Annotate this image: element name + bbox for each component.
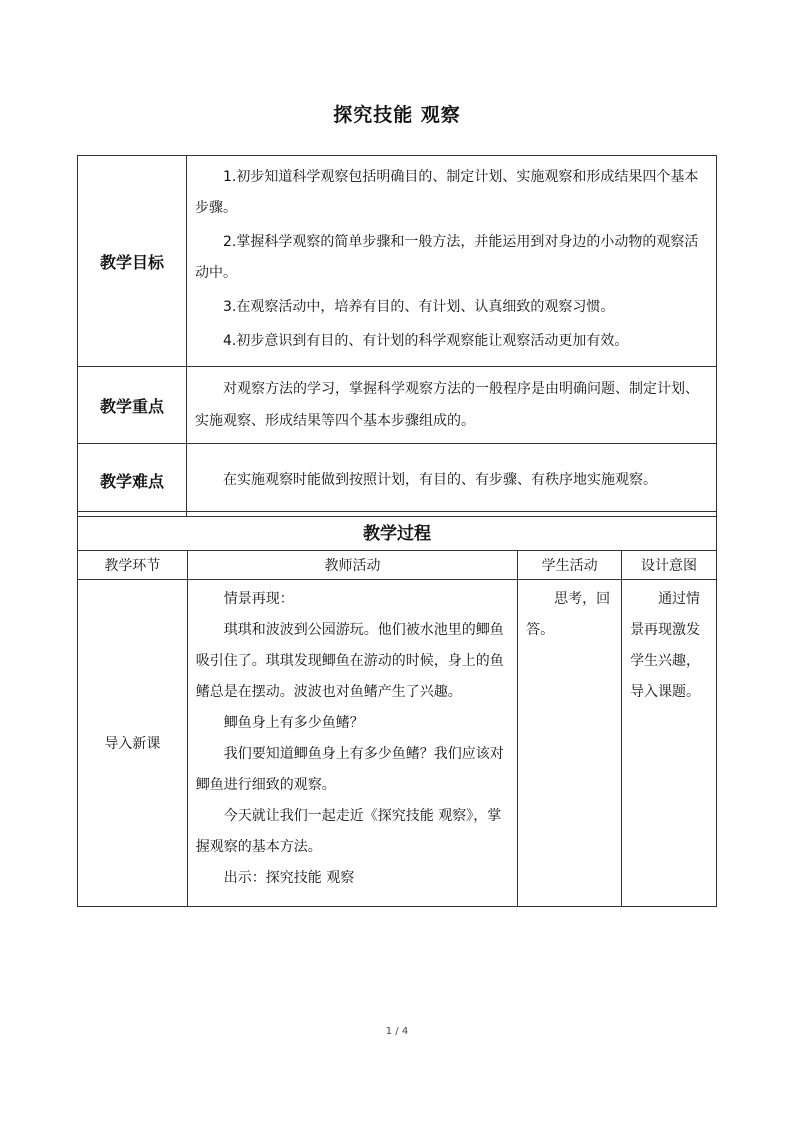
teacher-activity-cell xyxy=(187,580,517,907)
teacher-paragraph: 今天就让我们一起走近《探究技能 观察》，掌握观察的基本方法。 xyxy=(195,808,502,855)
key-points-text: 对观察方法的学习，掌握科学观察方法的一般程序是由明确问题、制定计划、实施观察、形成结果等四个基本步骤组成的。 xyxy=(195,381,699,429)
objectives-content xyxy=(187,156,717,367)
process-header-row xyxy=(78,551,717,580)
student-activity-text: 思考，回答。 xyxy=(526,591,611,638)
lesson-info-table xyxy=(77,155,717,517)
key-points-row xyxy=(78,367,717,444)
key-points-label: 教学重点 xyxy=(78,367,187,444)
objective-item: 4.初步意识到有目的、有计划的科学观察能让观察活动更加有效。 xyxy=(223,333,629,349)
objectives-label: 教学目标 xyxy=(78,156,187,367)
teacher-paragraph: 琪琪和波波到公园游玩。他们被水池里的鲫鱼吸引住了。琪琪发现鲫鱼在游动的时候，身上的鱼鳍总是在摆动。波波也对鱼鳍产生了兴趣。 xyxy=(195,622,504,700)
teacher-paragraph: 出示：探究技能 观察 xyxy=(223,870,355,886)
teacher-paragraph: 我们要知道鲫鱼身上有多少鱼鳍？我们应该对鲫鱼进行细致的观察。 xyxy=(195,746,504,793)
page-number: 1 / 4 xyxy=(385,1026,409,1037)
process-title: 教学过程 xyxy=(78,512,717,551)
header-student: 学生活动 xyxy=(518,551,622,580)
process-row xyxy=(78,580,717,907)
student-activity-cell xyxy=(518,580,622,907)
header-intent: 设计意图 xyxy=(622,551,717,580)
difficulties-row xyxy=(78,444,717,517)
stage-cell: 导入新课 xyxy=(78,580,188,907)
page-title: 探究技能 观察 xyxy=(333,104,461,126)
header-stage: 教学环节 xyxy=(78,551,188,580)
objective-item: 2.掌握科学观察的简单步骤和一般方法，并能运用到对身边的小动物的观察活动中。 xyxy=(195,234,699,281)
difficulties-label: 教学难点 xyxy=(78,444,187,517)
difficulties-content xyxy=(187,444,717,517)
design-intent-cell xyxy=(622,580,717,907)
teacher-paragraph: 鲫鱼身上有多少鱼鳍？ xyxy=(223,715,364,731)
difficulties-text: 在实施观察时能做到按照计划，有目的、有步骤、有秩序地实施观察。 xyxy=(223,472,657,488)
design-intent-text: 通过情景再现激发学生兴趣，导入课题。 xyxy=(630,591,701,700)
objective-item: 3.在观察活动中，培养有目的、有计划、认真细致的观察习惯。 xyxy=(223,299,615,315)
objective-item: 1.初步知道科学观察包括明确目的、制定计划、实施观察和形成结果四个基本步骤。 xyxy=(195,169,699,216)
teaching-process-table xyxy=(77,511,717,907)
header-teacher: 教师活动 xyxy=(187,551,517,580)
key-points-content xyxy=(187,367,717,444)
teacher-paragraph: 情景再现： xyxy=(223,591,294,607)
objectives-row xyxy=(78,156,717,367)
